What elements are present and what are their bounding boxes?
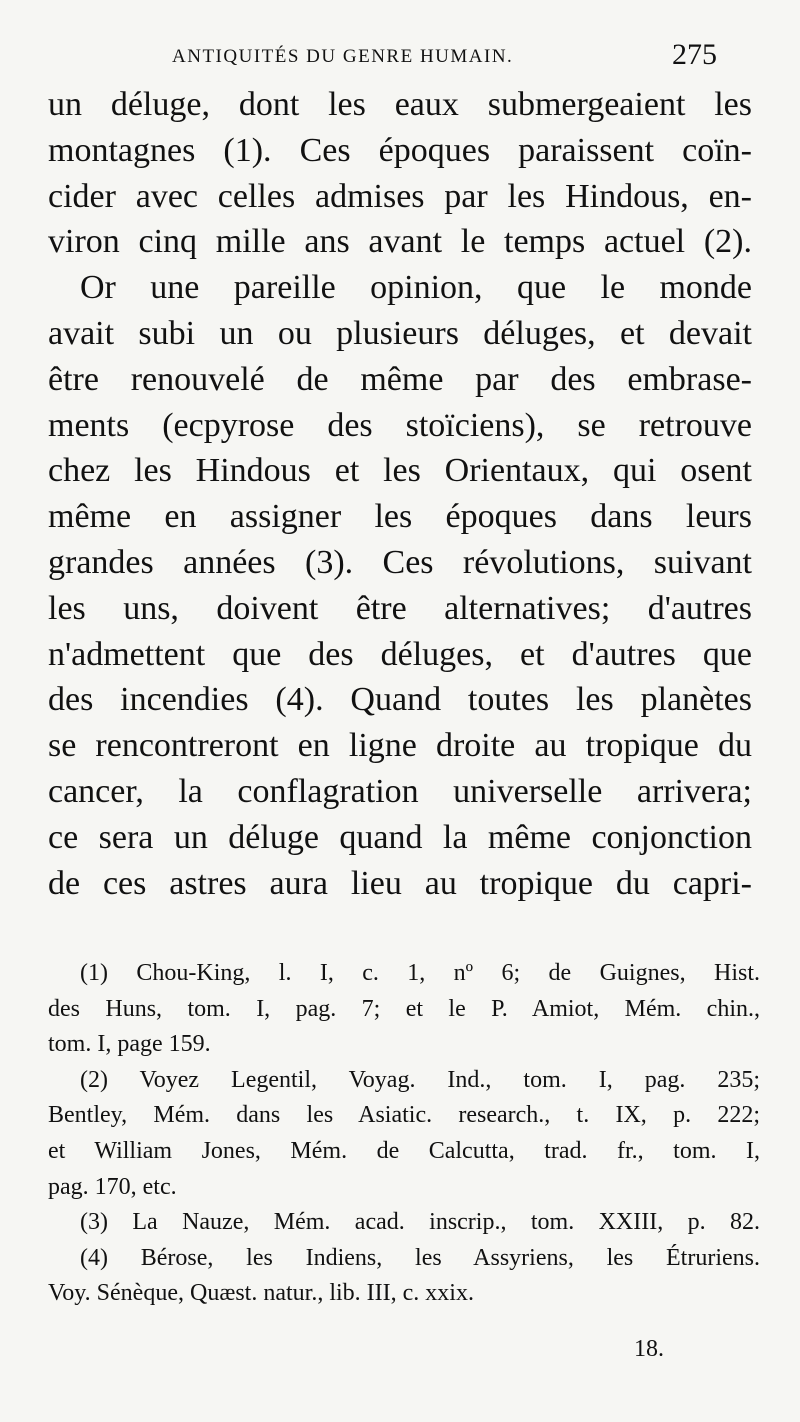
text-line: avait subi un ou plusieurs déluges, et devait (48, 314, 752, 352)
text-line: de ces astres aura lieu au tropique du capri- (48, 864, 752, 902)
footnote-line: Bentley, Mém. dans les Asiatic. research., t. IX, p. 222; (48, 1102, 760, 1129)
text-line: cider avec celles admises par les Hindous, en- (48, 177, 752, 215)
text-line: Or une pareille opinion, que le monde (80, 269, 752, 307)
footnote-line: et William Jones, Mém. de Calcutta, trad. fr., tom. I, (48, 1137, 760, 1164)
text-line: ments (ecpyrose des stoïciens), se retrouve (48, 406, 752, 444)
text-line: être renouvelé de même par des embrase- (48, 360, 752, 398)
text-line: montagnes (1). Ces époques paraissent coïn- (48, 131, 752, 169)
footnote-line: (4) Bérose, les Indiens, les Assyriens, les Étruriens. (80, 1244, 760, 1271)
main-text (48, 82, 752, 906)
text-line: viron cinq mille ans avant le temps actuel (2). (48, 223, 752, 261)
footnote-line: tom. I, page 159. (48, 1031, 211, 1058)
running-head: ANTIQUITÉS DU GENRE HUMAIN. (172, 46, 514, 67)
footnote-line: pag. 170, etc. (48, 1173, 177, 1200)
footnote-line: (3) La Nauze, Mém. acad. inscrip., tom. XXIII, p. 82. (80, 1209, 760, 1236)
text-line: chez les Hindous et les Orientaux, qui osent (48, 452, 752, 490)
signature-mark: 18. (634, 1336, 664, 1362)
footnote-line: (1) Chou-King, l. I, c. 1, nº 6; de Guignes, Hist. (80, 960, 760, 986)
text-line: grandes années (3). Ces révolutions, suivant (48, 543, 752, 581)
text-line: des incendies (4). Quand toutes les planètes (48, 681, 752, 719)
text-line: se rencontreront en ligne droite au tropique du (48, 727, 752, 765)
page-header (0, 38, 800, 78)
footnotes (48, 956, 760, 1312)
text-line: cancer, la conflagration universelle arrivera; (48, 772, 752, 810)
text-line: même en assigner les époques dans leurs (48, 498, 752, 536)
footnote-line: Voy. Sénèque, Quæst. natur., lib. III, c. xxix. (48, 1280, 474, 1307)
page-number: 275 (672, 38, 717, 71)
footnote-line: des Huns, tom. I, pag. 7; et le P. Amiot, Mém. chin., (48, 995, 760, 1022)
text-line: les uns, doivent être alternatives; d'autres (48, 589, 752, 627)
text-line: ce sera un déluge quand la même conjonction (48, 818, 752, 856)
text-line: un déluge, dont les eaux submergeaient les (48, 86, 752, 123)
text-line: n'admettent que des déluges, et d'autres que (48, 635, 752, 673)
footnote-line: (2) Voyez Legentil, Voyag. Ind., tom. I, pag. 235; (80, 1066, 760, 1093)
